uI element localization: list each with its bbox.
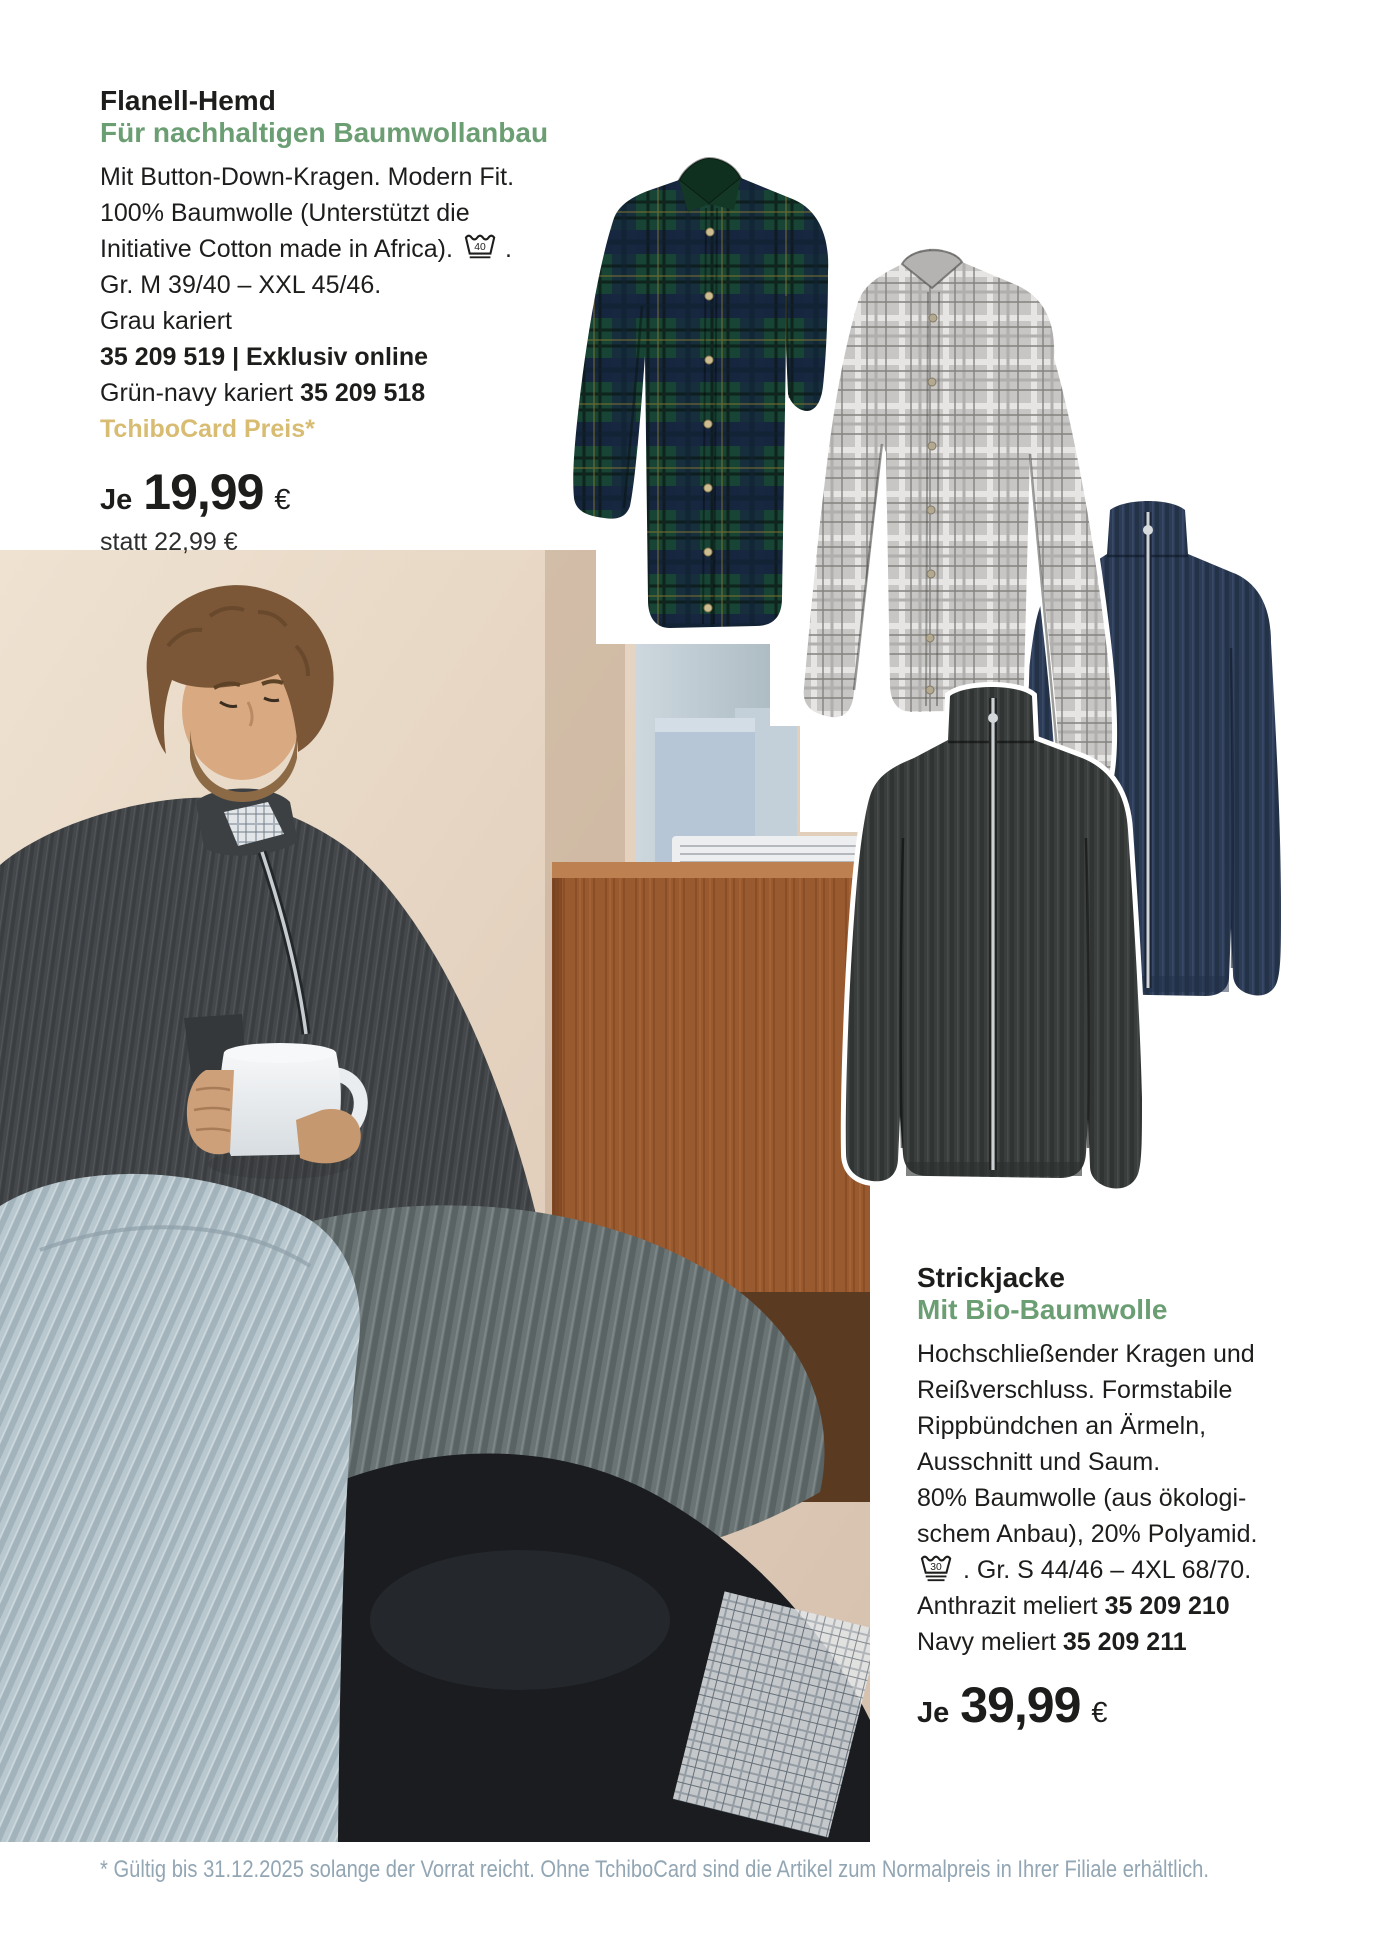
anthracite-cardigan-image [800,678,1185,1200]
sizes-line: Gr. M 39/40 – XXL 45/46. [100,271,382,299]
price-prefix: Je [100,484,133,516]
price [917,1676,1357,1734]
article-number: 35 209 211 [1062,1628,1187,1656]
currency-symbol: € [1091,1697,1108,1729]
price [100,463,570,521]
flanell-hemd-info [100,85,570,559]
care-sizes-line [917,1552,1357,1588]
description-line: 80% Baumwolle (aus ökologi- [917,1484,1247,1512]
tchibocard-price-label: TchiboCard Preis* [100,415,315,443]
description-line: 100% Baumwolle (Unterstützt die [100,199,470,227]
wash-care-icon [461,231,501,263]
wash-care-icon [917,1552,957,1584]
variant-line [100,375,570,411]
article-number: 35 209 210 [1104,1592,1230,1620]
strickjacke-info [917,1262,1357,1734]
variant-label: Anthrazit meliert [917,1592,1098,1620]
sizes-text: . Gr. S 44/46 – 4XL 68/70. [963,1556,1252,1584]
product-subtitle: Für nachhaltigen Baumwollanbau [100,117,549,148]
lifestyle-photo-art [0,550,870,1842]
description-line: Hochschließender Kragen und [917,1340,1255,1368]
old-price: statt 22,99 € [100,528,238,556]
description-line: Mit Button-Down-Kragen. Modern Fit. [100,163,515,191]
description-text: Initiative Cotton made in Africa). [100,235,453,263]
corduroy-pillow [0,1174,360,1842]
variant-label: Navy meliert [917,1628,1056,1656]
article-number: 35 209 518 [300,379,426,407]
product-subtitle: Mit Bio-Baumwolle [917,1294,1168,1325]
knee-highlight [370,1550,670,1690]
svg-text:30: 30 [930,1561,942,1573]
svg-text:40: 40 [474,241,486,253]
description-line: Ausschnitt und Saum. [917,1448,1161,1476]
description-line [100,231,570,267]
lifestyle-photo [0,550,870,1842]
description-line: schem Anbau), 20% Polyamid. [917,1520,1258,1548]
variant-line [917,1588,1357,1624]
zipper-puller [988,713,998,723]
variant-line [917,1624,1357,1660]
product-title: Strickjacke [917,1262,1065,1293]
product-title: Flanell-Hemd [100,85,276,116]
variant-label: Grau kariert [100,307,232,335]
right-hand [296,1109,361,1163]
footnote-text: * Gültig bis 31.12.2025 solange der Vorrat reicht. Ohne TchiboCard sind die Artikel zum Normalpreis in Ihrer Filiale erhältlich. [100,1856,1209,1883]
variant-label: Grün-navy kariert [100,379,294,407]
mug-rim [224,1043,336,1063]
price-prefix: Je [917,1697,950,1729]
price-value: 39,99 [960,1677,1081,1733]
article-number: 35 209 519 | Exklusiv online [100,343,429,371]
footnote [100,1856,1378,1884]
description-line: Reißverschluss. Formstabile [917,1376,1233,1404]
description-text: . [504,235,512,263]
price-value: 19,99 [143,464,264,520]
currency-symbol: € [274,484,291,516]
description-line: Rippbündchen an Ärmeln, [917,1412,1207,1440]
